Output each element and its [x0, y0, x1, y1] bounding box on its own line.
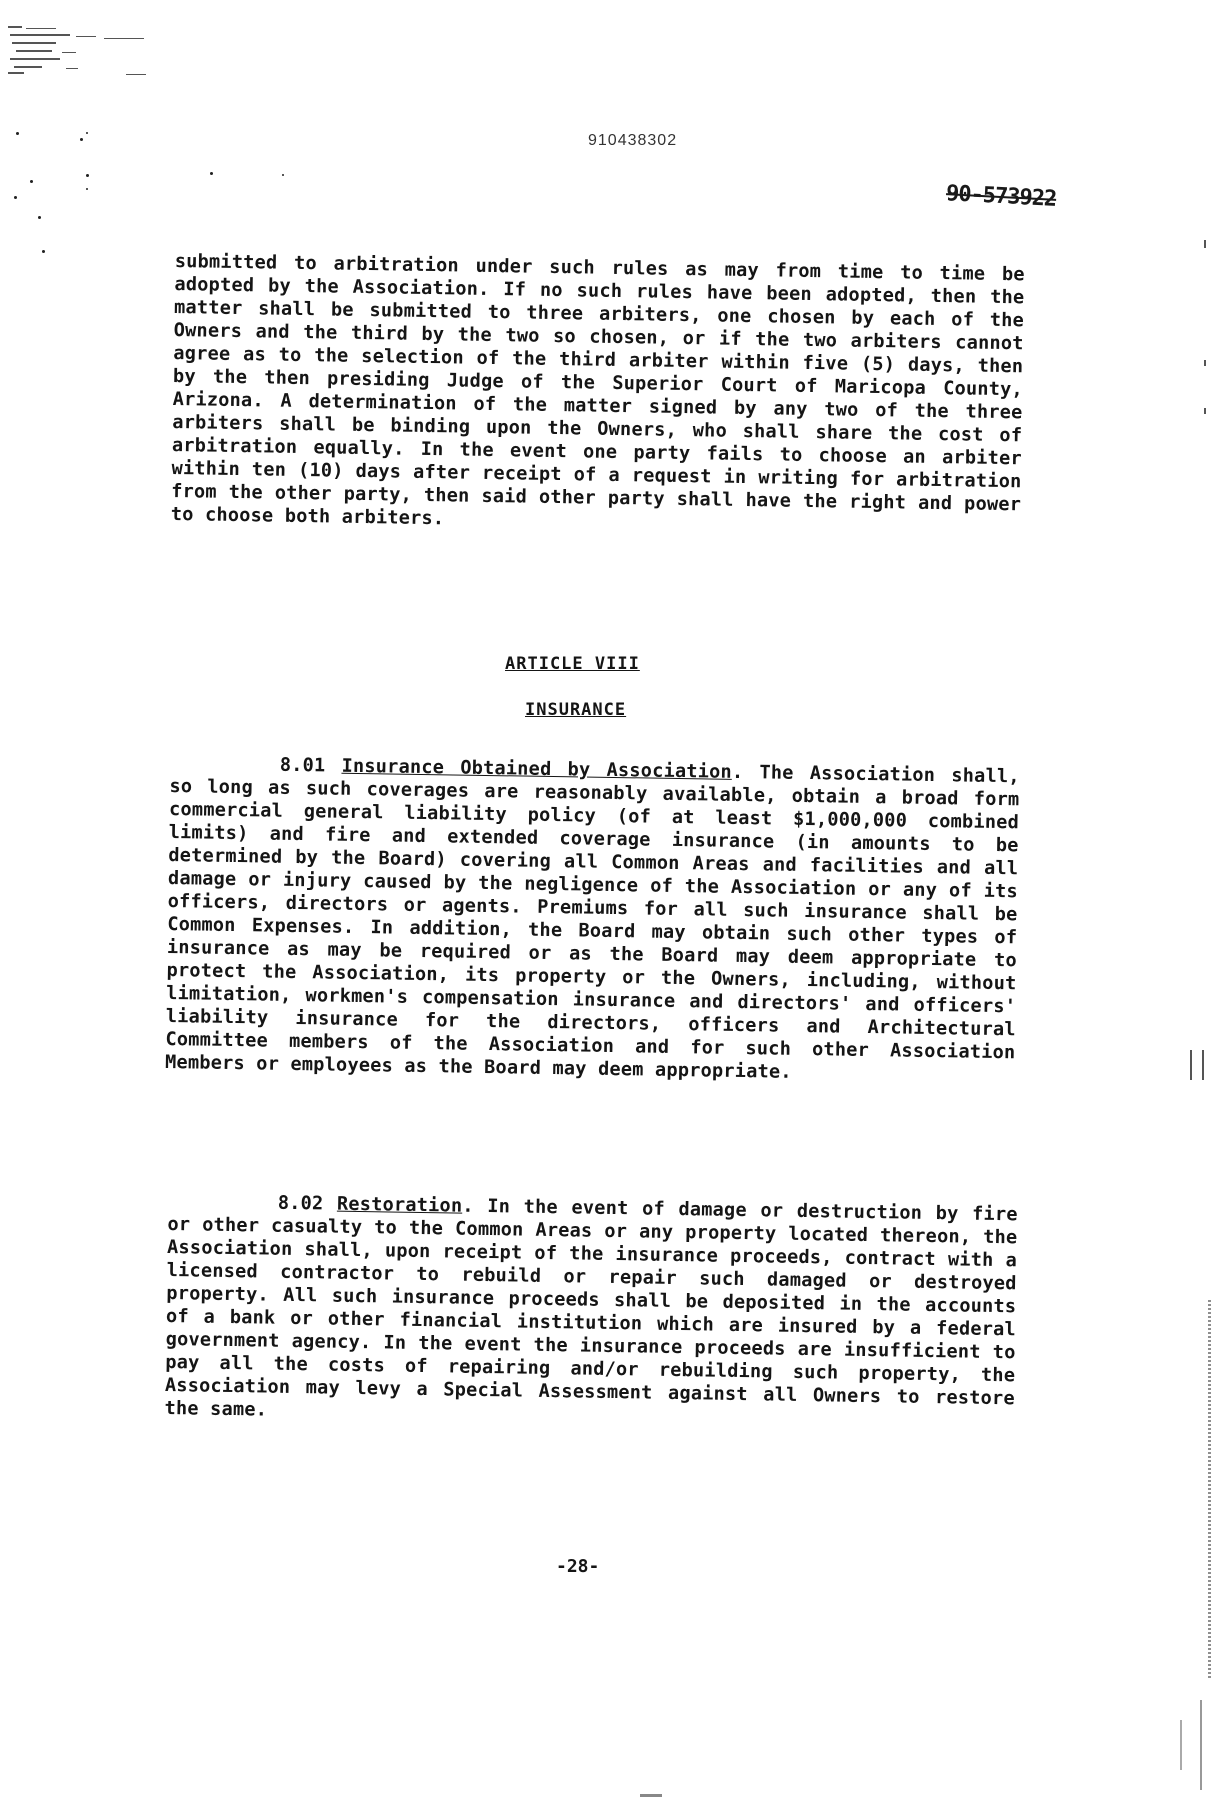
section-body: . The Association shall, so long as such coverages are reasonably available, obtain a broad form commercial general liability policy (of at least $1,000,000 combined limits) and fire and extended coverage insurance (in amounts to be determined by the Board) covering all Common Areas and facilities and all damage or injury caused by the negligence of the Association or any of its officers, directors or agents. Premiums for all such insurance shall be Common Expenses. In addition, the Board may obtain such other types of insurance as may be required or as the Board may deem appropriate to protect the Association, its property or the Owners, including, without limitation, workmen's compensation insurance and directors' and officers' liability insurance for the directors, officers and Architectural Committee members of the Association and for such other Association Members or employees as the Board may deem appropriate. — [164, 761, 1020, 1083]
section-body: . In the event of damage or destruction by fire or other casualty to the Common Areas or any property located thereon, the Association shall, upon receipt of the insurance proceeds, contract with a licensed contractor to rebuild or repair such damaged or destroyed property. All such insurance proceeds shall be deposited in the accounts of a bank or other financial institution which are insured by a federal government agency. In the event the insurance proceeds are insufficient to pay all the costs of repairing and/or rebuilding such property, the Association may levy a Special Assessment against all Owners to restore the same. — [164, 1195, 1018, 1421]
article-title: INSURANCE — [525, 700, 627, 720]
scan-speck — [16, 132, 19, 135]
scan-edge-mark — [1180, 1720, 1182, 1770]
scan-edge-mark — [1200, 1700, 1202, 1790]
scan-speck — [86, 132, 88, 134]
scan-noise-mark — [6, 22, 182, 86]
page-number: -28- — [556, 1556, 600, 1577]
article-heading: ARTICLE VIII — [505, 654, 640, 674]
recording-stamp-number: 90-573922 — [945, 181, 1057, 212]
arbitration-paragraph: submitted to arbitration under such rules as may from time to time be adopted by the Association. If no such rules have been adopted, then the matter shall be submitted to three arbiters, one chosen by each of the Owners and the third by the two so chosen, or if the two arbiters cannot agree as to the selection of the third arbiter within five (5) days, then by the then presiding Judge of the Superior Court of Maricopa County, Arizona. A determination of the matter signed by any two of the three arbiters shall be binding upon the Owners, who shall share the cost of arbitration equally. In the event one party fails to choose an arbiter within ten (10) days after receipt of a request in writing for arbitration from the other party, then said other party shall have the right and power to choose both arbiters. — [170, 250, 1025, 530]
scan-speck — [30, 180, 33, 183]
scan-speck — [282, 174, 284, 176]
scan-edge-mark — [640, 1794, 662, 1797]
scan-edge-mark — [1190, 1050, 1192, 1080]
section-number: 8.02 — [277, 1192, 324, 1215]
scan-speck — [42, 250, 45, 253]
scan-speck — [38, 216, 41, 219]
section-title: Restoration — [336, 1193, 463, 1217]
section-number: 8.01 — [279, 754, 326, 777]
scan-speck — [86, 174, 89, 177]
scan-speck — [14, 196, 17, 199]
scan-edge-mark — [1204, 240, 1206, 248]
section-title: Insurance Obtained by Association — [341, 755, 733, 783]
scan-edge-mark — [1202, 1050, 1204, 1080]
section-paragraph — [165, 752, 1020, 1087]
document-number: 910438302 — [588, 132, 678, 149]
scan-speck — [210, 172, 213, 175]
scan-edge-strip — [1208, 1300, 1211, 1680]
scan-speck — [80, 138, 83, 141]
section-paragraph — [164, 1190, 1018, 1433]
scan-edge-mark — [1204, 360, 1206, 366]
scan-edge-mark — [1204, 408, 1206, 414]
scan-speck — [86, 188, 88, 190]
